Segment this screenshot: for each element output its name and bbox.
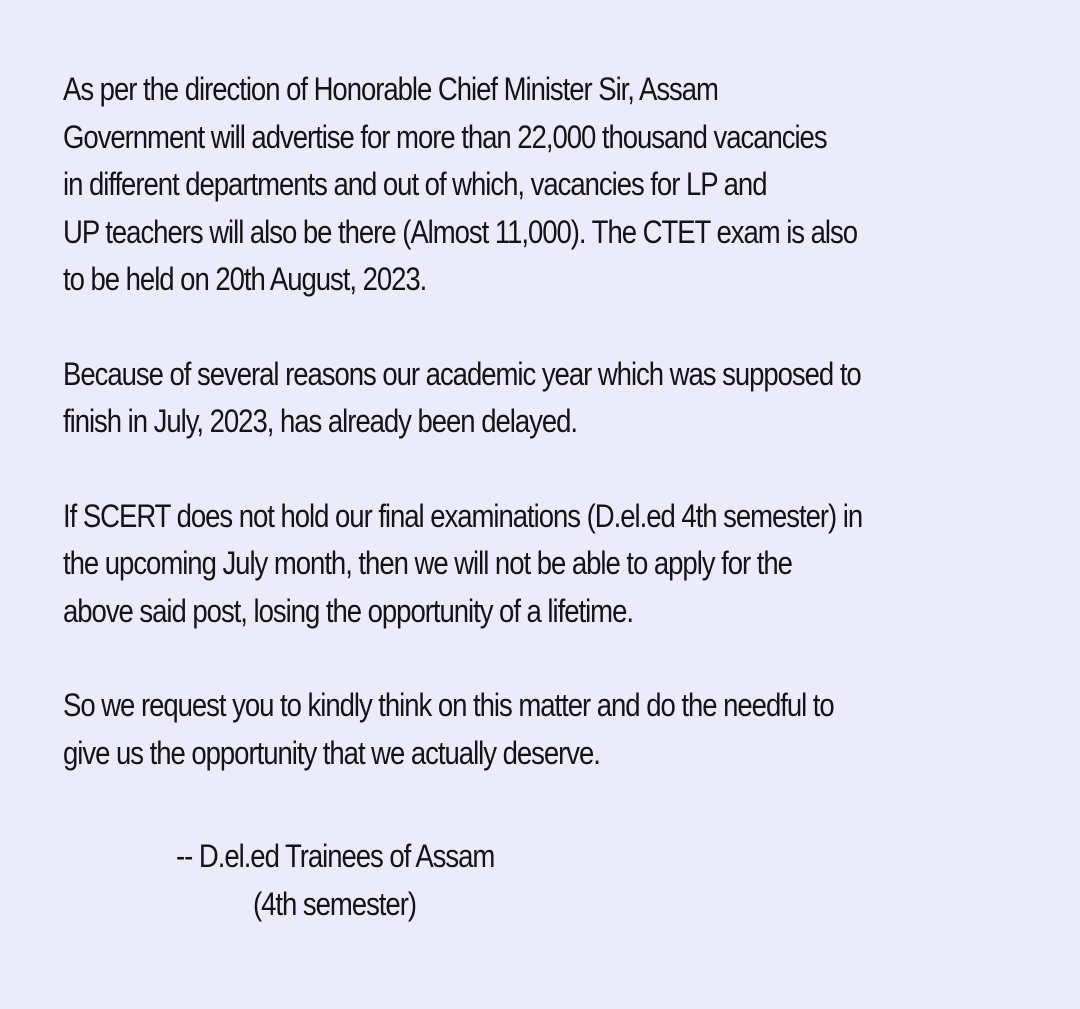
paragraph-vacancy-announcement: [63, 66, 1053, 304]
text-line: As per the direction of Honorable Chief Minister Sir, Assam: [63, 71, 718, 107]
text-line: If SCERT does not hold our final examinations (D.el.ed 4th semester) in: [63, 497, 863, 534]
text-line: Government will advertise for more than 22,000 thousand vacancies: [63, 118, 827, 155]
paragraph-exam-request: [63, 493, 1053, 636]
text-line: give us the opportunity that we actually deserve.: [63, 734, 600, 771]
signature-semester: (4th semester): [253, 886, 416, 922]
text-line: to be held on 20th August, 2023.: [63, 261, 427, 297]
text-line: in different departments and out of which, vacancies for LP and: [63, 166, 767, 202]
text-line: UP teachers will also be there (Almost 11,000). The CTET exam is also: [63, 213, 858, 250]
text-line: the upcoming July month, then we will not be able to apply for the: [63, 545, 792, 581]
text-line: So we request you to kindly think on this matter and do the needful to: [63, 687, 834, 723]
text-line: finish in July, 2023, has already been delayed.: [63, 403, 577, 439]
paragraph-academic-delay: [63, 351, 1053, 446]
text-line: above said post, losing the opportunity of a lifetime.: [63, 592, 633, 629]
text-line: Because of several reasons our academic year which was supposed to: [63, 355, 861, 392]
letter-body: [63, 66, 1053, 824]
paragraph-closing-request: [63, 682, 1053, 777]
signature-name: -- D.el.ed Trainees of Assam: [176, 838, 495, 874]
